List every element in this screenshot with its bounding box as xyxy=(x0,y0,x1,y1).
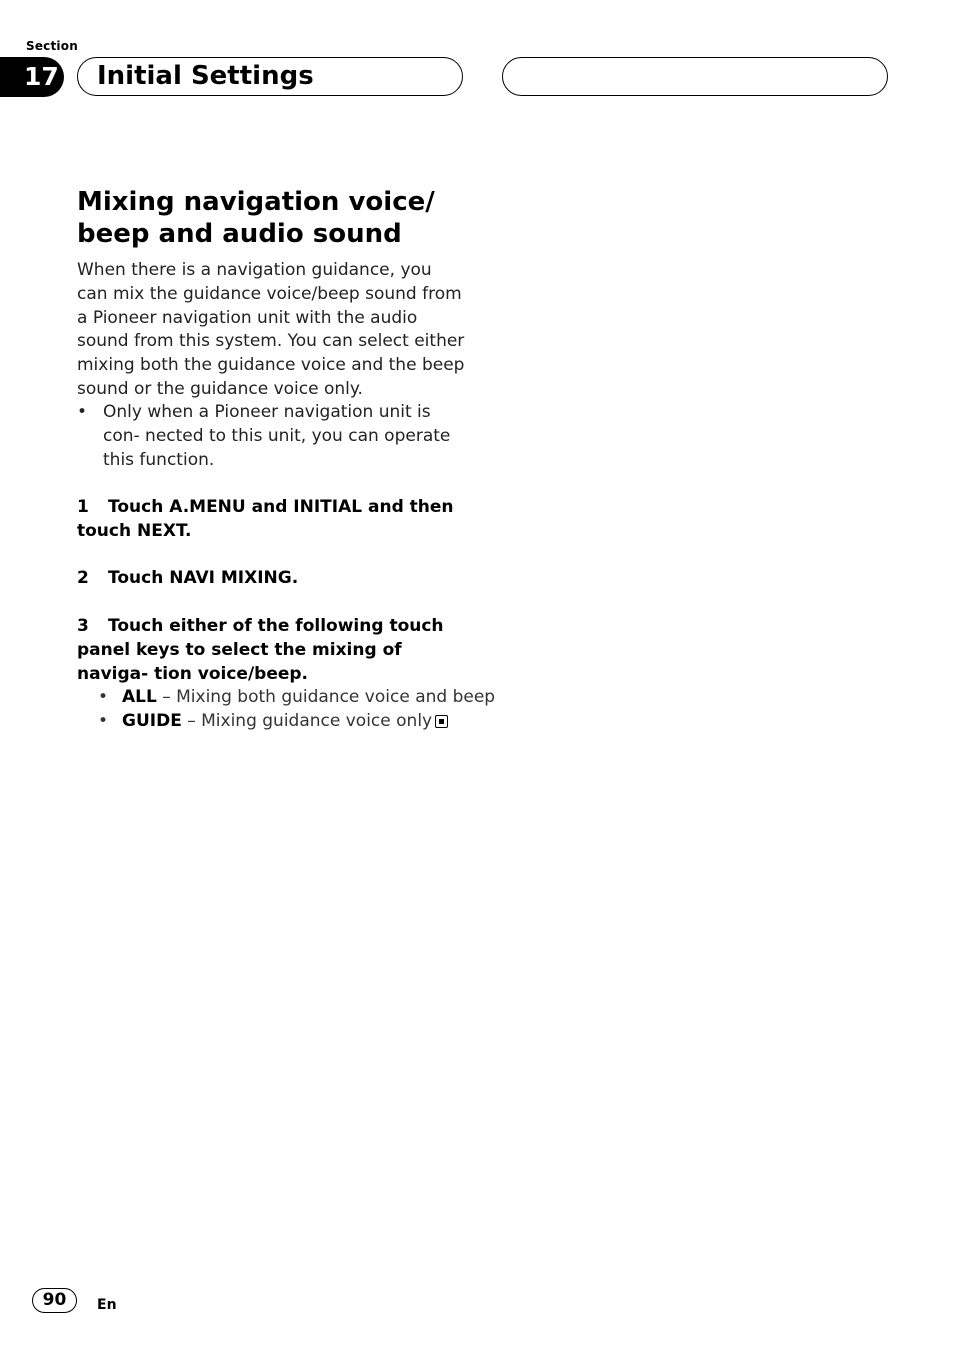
end-of-section-icon xyxy=(435,715,448,728)
step-1 xyxy=(77,496,467,544)
step-2 xyxy=(77,567,467,591)
bullet-dot: • xyxy=(98,711,109,731)
option-key: ALL xyxy=(122,687,157,707)
section-number-badge: 17 xyxy=(0,57,64,97)
page-number: 90 xyxy=(32,1288,77,1313)
language-label: En xyxy=(97,1297,117,1313)
bullet-dot: • xyxy=(77,402,88,422)
step-text: Touch A.MENU and INITIAL and then touch NEXT. xyxy=(77,497,454,541)
empty-header-tab xyxy=(502,57,888,96)
note-text: Only when a Pioneer navigation unit is con- nected to this unit, you can operate this function. xyxy=(103,402,451,470)
option-guide xyxy=(98,710,478,734)
page-heading xyxy=(77,186,477,250)
option-all xyxy=(98,686,496,710)
option-description: – Mixing guidance voice only xyxy=(181,711,433,731)
step-number: 1 xyxy=(77,497,89,517)
step-3 xyxy=(77,615,467,686)
step-text: Touch NAVI MIXING. xyxy=(108,568,299,588)
heading-line-1: Mixing navigation voice/ xyxy=(77,187,435,217)
section-title-tab: Initial Settings xyxy=(77,57,463,96)
intro-paragraph: When there is a navigation guidance, you can mix the guidance voice/beep sound from a Pioneer navigation unit with the audio sound from this system. You can select either mixing both the guidance voice and the beep sound or the guidance voice only. xyxy=(77,260,465,399)
step-number: 2 xyxy=(77,568,89,588)
step-text: Touch either of the following touch panel keys to select the mixing of naviga- tion voice/beep. xyxy=(77,616,444,684)
step-number: 3 xyxy=(77,616,89,636)
heading-line-2: beep and audio sound xyxy=(77,219,402,249)
section-label: Section xyxy=(26,39,78,53)
bullet-dot: • xyxy=(98,687,109,707)
option-description: – Mixing both guidance voice and beep xyxy=(156,687,496,707)
option-key: GUIDE xyxy=(122,711,182,731)
